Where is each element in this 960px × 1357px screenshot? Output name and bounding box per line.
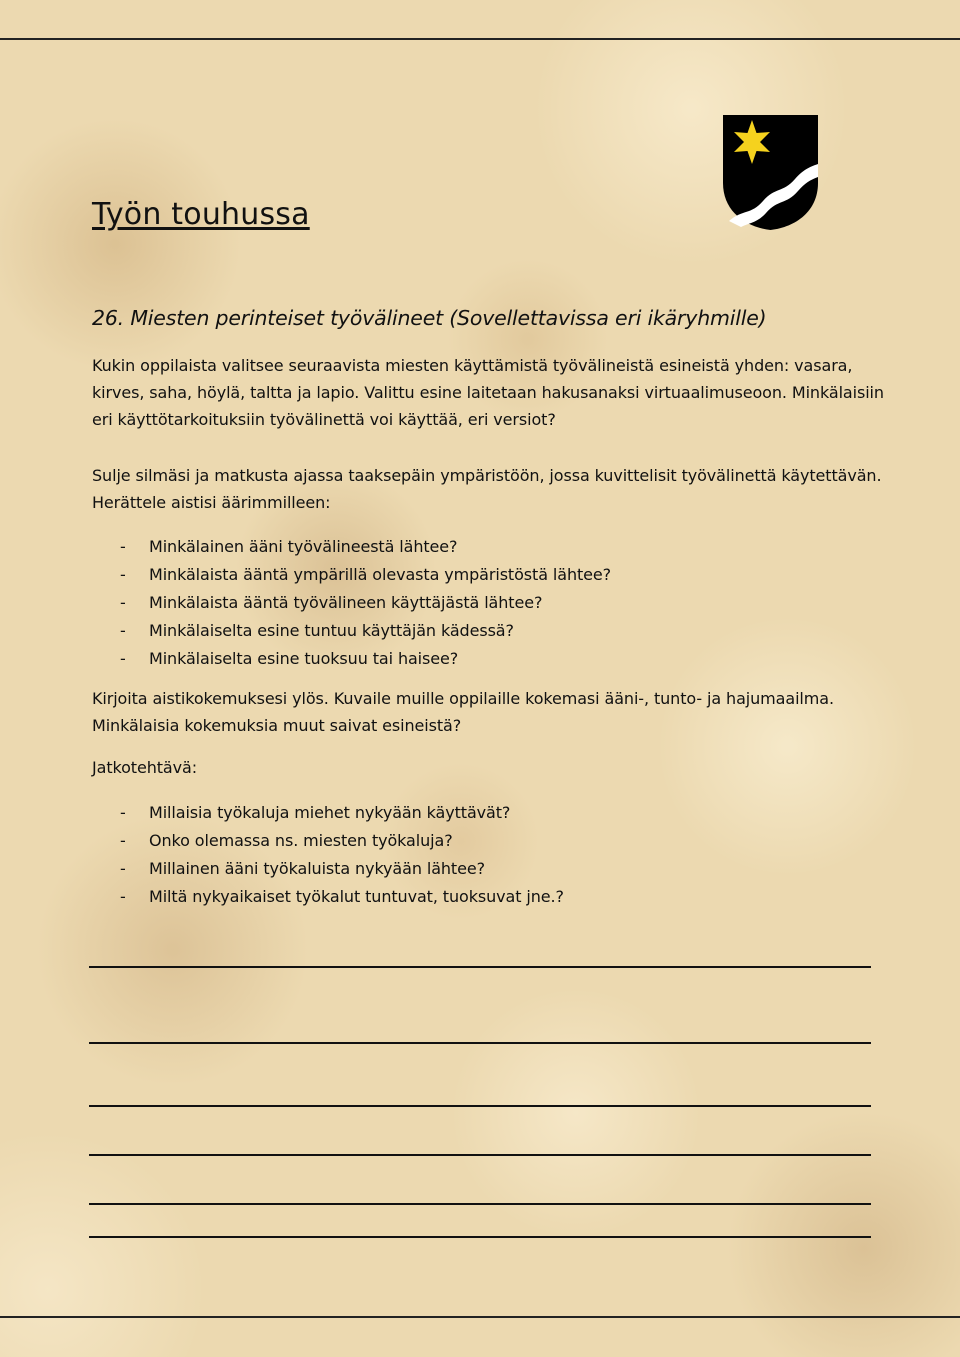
- instruction-paragraph: [92, 462, 892, 516]
- list-dash: -: [120, 859, 126, 878]
- list-item: [92, 827, 564, 855]
- instruction-paragraph-text: Sulje silmäsi ja matkusta ajassa taaksepäin ympäristöön, jossa kuvittelisit työvälinettä käytettävän. Herättele aistisi äärimmilleen:: [92, 466, 882, 512]
- bottom-rule: [0, 1316, 960, 1318]
- list-dash: -: [120, 565, 126, 584]
- list-item: [92, 799, 564, 827]
- writing-paragraph: [92, 685, 892, 739]
- list-item-text: Millaisia työkaluja miehet nykyään käyttävät?: [149, 803, 511, 822]
- coat-of-arms-icon: [721, 113, 820, 231]
- writing-paragraph-text: Kirjoita aistikokemuksesi ylös. Kuvaile muille oppilaille kokemasi ääni-, tunto- ja hajumaailma. Minkälaisia kokemuksia muut saivat esineistä?: [92, 689, 834, 735]
- section-subtitle: 26. Miesten perinteiset työvälineet (Sovellettavissa eri ikäryhmille): [92, 306, 767, 330]
- list-item-text: Minkälaista ääntä ympärillä olevasta ympäristöstä lähtee?: [149, 565, 612, 584]
- answer-line: [89, 966, 871, 968]
- list-item: [92, 645, 611, 673]
- list-dash: -: [120, 831, 126, 850]
- list-item: [92, 855, 564, 883]
- list-item-text: Onko olemassa ns. miesten työkaluja?: [149, 831, 453, 850]
- followup-heading-text: Jatkotehtävä:: [92, 758, 197, 777]
- list-item-text: Miltä nykyaikaiset työkalut tuntuvat, tuoksuvat jne.?: [149, 887, 564, 906]
- list-item-text: Minkälaiselta esine tuoksuu tai haisee?: [149, 649, 459, 668]
- answer-line: [89, 1236, 871, 1238]
- list-item: [92, 883, 564, 911]
- answer-line: [89, 1154, 871, 1156]
- list-dash: -: [120, 649, 126, 668]
- intro-paragraph-text: Kukin oppilaista valitsee seuraavista miesten käyttämistä työvälineistä esineistä yhden: vasara, kirves, saha, höylä, taltta ja lapio. Valittu esine laitetaan hakusanaksi virtuaalimuseoon. Minkälaisiin eri käyttötarkoituksiin työvälinettä voi käyttää, eri versiot?: [92, 356, 884, 429]
- answer-line: [89, 1203, 871, 1205]
- top-rule: [0, 38, 960, 40]
- list-item: [92, 533, 611, 561]
- list-dash: -: [120, 593, 126, 612]
- senses-list: [92, 533, 611, 673]
- followup-list: [92, 799, 564, 911]
- answer-line: [89, 1105, 871, 1107]
- list-item: [92, 589, 611, 617]
- list-item-text: Millainen ääni työkaluista nykyään lähtee?: [149, 859, 485, 878]
- list-item-text: Minkälainen ääni työvälineestä lähtee?: [149, 537, 458, 556]
- list-dash: -: [120, 621, 126, 640]
- list-dash: -: [120, 887, 126, 906]
- page-title: Työn touhussa: [92, 197, 310, 232]
- list-dash: -: [120, 803, 126, 822]
- list-dash: -: [120, 537, 126, 556]
- list-item-text: Minkälaiselta esine tuntuu käyttäjän kädessä?: [149, 621, 514, 640]
- answer-line: [89, 1042, 871, 1044]
- intro-paragraph: [92, 352, 892, 433]
- followup-heading: [92, 754, 892, 781]
- list-item: [92, 561, 611, 589]
- list-item-text: Minkälaista ääntä työvälineen käyttäjästä lähtee?: [149, 593, 543, 612]
- list-item: [92, 617, 611, 645]
